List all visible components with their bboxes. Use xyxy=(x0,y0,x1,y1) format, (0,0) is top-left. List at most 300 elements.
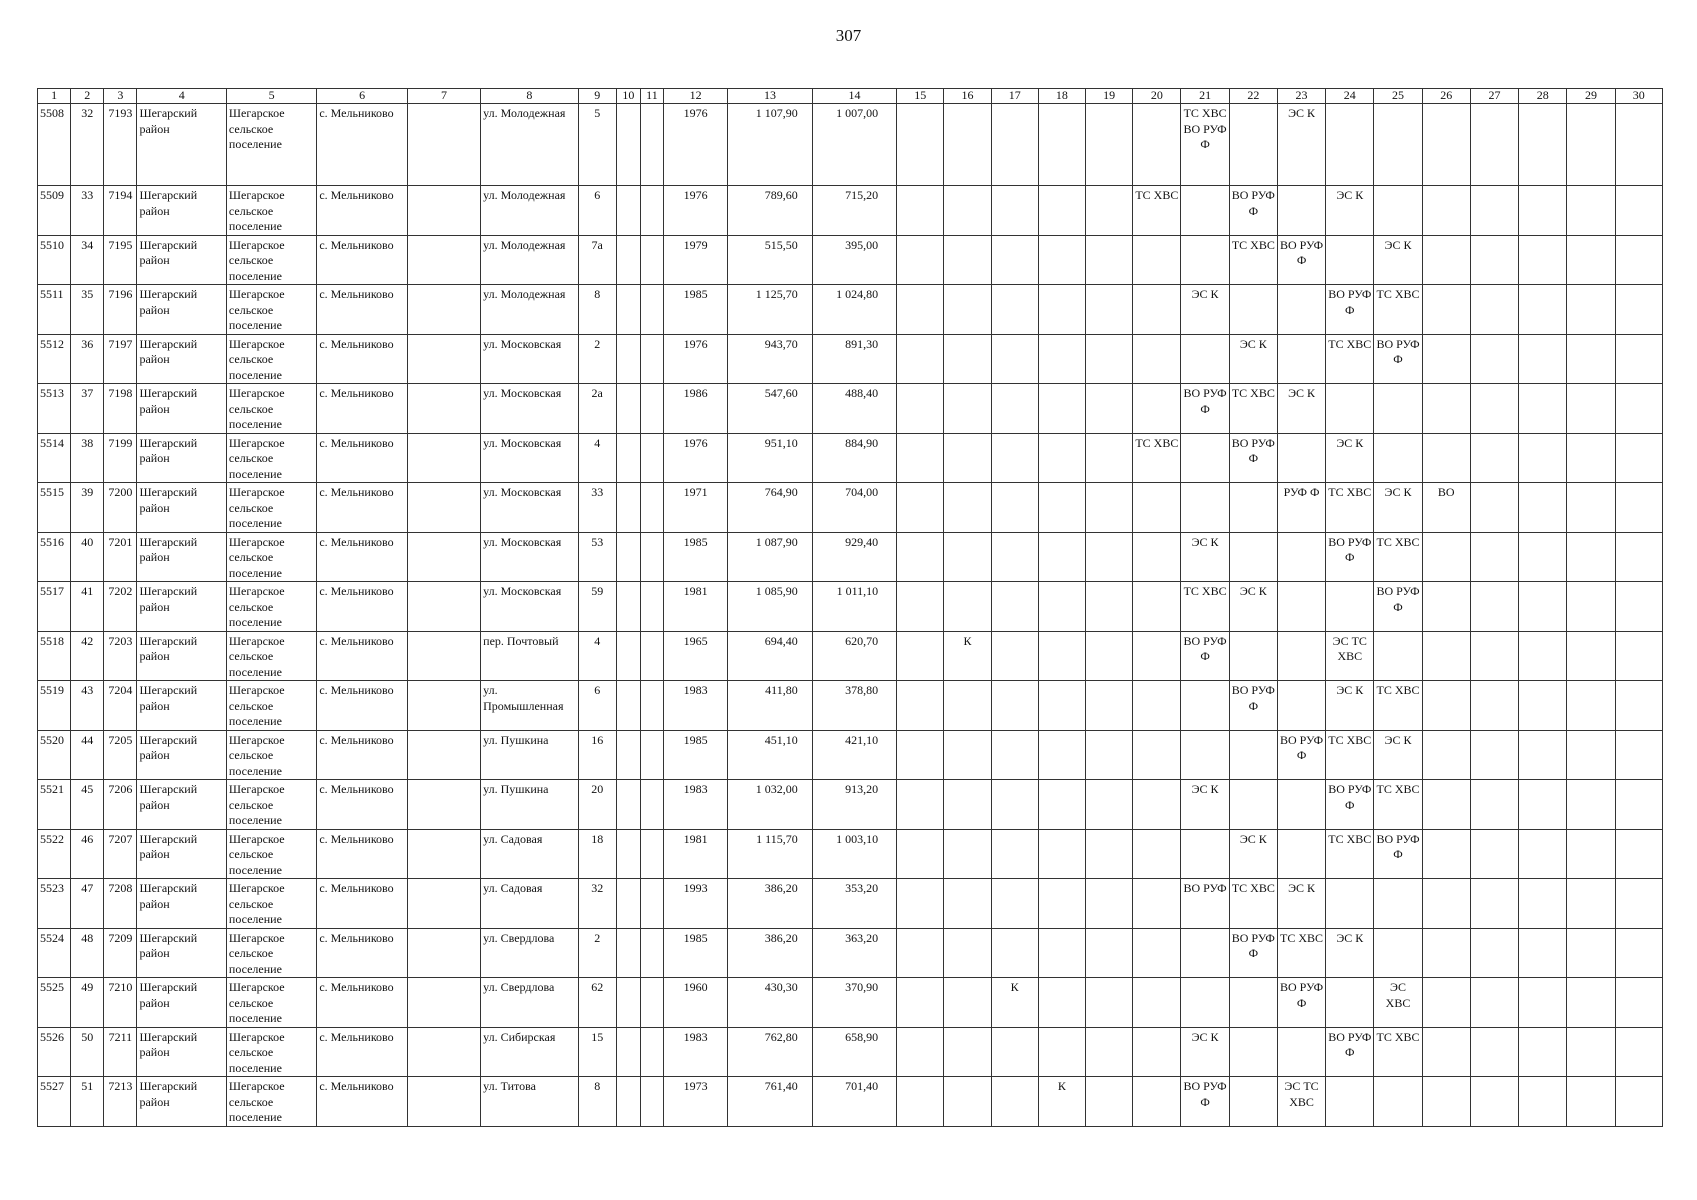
table-cell xyxy=(1038,780,1085,830)
table-cell xyxy=(407,829,480,879)
table-cell: 8 xyxy=(578,285,616,335)
table-cell xyxy=(1470,681,1518,731)
table-cell xyxy=(897,879,944,929)
table-cell: 5523 xyxy=(38,879,71,929)
table-cell xyxy=(1277,829,1325,879)
table-cell: с. Мельниково xyxy=(317,928,407,978)
table-cell: 36 xyxy=(71,334,104,384)
table-cell: ул. Молодежная xyxy=(481,186,578,236)
table-cell xyxy=(1470,730,1518,780)
table-cell: 913,20 xyxy=(812,780,896,830)
table-cell xyxy=(1470,879,1518,929)
table-cell xyxy=(1086,928,1133,978)
table-cell: 1985 xyxy=(664,285,728,335)
table-cell: 5510 xyxy=(38,235,71,285)
table-cell xyxy=(1133,879,1181,929)
table-row xyxy=(38,780,1663,830)
table-cell xyxy=(1277,631,1325,681)
table-cell: ЭС К xyxy=(1277,384,1325,434)
table-cell: 62 xyxy=(578,978,616,1028)
table-cell: ул. Московская xyxy=(481,483,578,533)
table-cell: Шегарское сельское поселение xyxy=(226,681,316,731)
table-cell: 49 xyxy=(71,978,104,1028)
table-cell: Шегарское сельское поселение xyxy=(226,532,316,582)
table-cell: ТС ХВС xyxy=(1181,582,1229,632)
table-cell xyxy=(1038,978,1085,1028)
table-cell: 1 024,80 xyxy=(812,285,896,335)
table-cell xyxy=(991,928,1038,978)
table-cell: ул. Московская xyxy=(481,334,578,384)
table-cell: Шегарский район xyxy=(137,1077,226,1127)
table-cell xyxy=(616,334,640,384)
table-cell xyxy=(1326,235,1374,285)
table-cell: 50 xyxy=(71,1027,104,1077)
table-cell: 1979 xyxy=(664,235,728,285)
table-cell: 7197 xyxy=(104,334,137,384)
table-cell xyxy=(1519,879,1567,929)
table-cell xyxy=(616,433,640,483)
table-cell xyxy=(1567,879,1615,929)
table-cell: ЭС К xyxy=(1374,730,1422,780)
table-cell xyxy=(407,104,480,186)
table-cell xyxy=(1615,928,1662,978)
table-cell xyxy=(1470,1027,1518,1077)
table-cell: 715,20 xyxy=(812,186,896,236)
table-cell: ул. Молодежная xyxy=(481,285,578,335)
table-cell: 7195 xyxy=(104,235,137,285)
column-header: 4 xyxy=(137,89,226,104)
table-cell xyxy=(1567,631,1615,681)
table-cell: 515,50 xyxy=(728,235,812,285)
table-cell xyxy=(1422,186,1470,236)
table-cell xyxy=(640,334,663,384)
table-cell xyxy=(897,334,944,384)
table-cell xyxy=(1038,104,1085,186)
table-cell: 5516 xyxy=(38,532,71,582)
table-cell: ЭС К xyxy=(1326,433,1374,483)
table-cell: 7201 xyxy=(104,532,137,582)
table-cell xyxy=(1229,978,1277,1028)
table-cell: ЭС К xyxy=(1181,532,1229,582)
table-cell: ЭС К xyxy=(1181,285,1229,335)
table-cell xyxy=(1133,1027,1181,1077)
table-cell xyxy=(1086,235,1133,285)
column-header: 15 xyxy=(897,89,944,104)
column-header: 12 xyxy=(664,89,728,104)
table-cell: Шегарское сельское поселение xyxy=(226,384,316,434)
table-cell: ВО РУФ Ф xyxy=(1326,780,1374,830)
table-cell: 7206 xyxy=(104,780,137,830)
table-cell: 762,80 xyxy=(728,1027,812,1077)
table-cell xyxy=(616,285,640,335)
table-cell: ул. Свердлова xyxy=(481,978,578,1028)
table-cell: 1971 xyxy=(664,483,728,533)
table-cell: ул. Московская xyxy=(481,433,578,483)
table-cell: Шегарское сельское поселение xyxy=(226,730,316,780)
table-cell: ВО РУФ Ф xyxy=(1229,186,1277,236)
table-row xyxy=(38,1077,1663,1127)
table-cell xyxy=(897,186,944,236)
table-cell xyxy=(1422,433,1470,483)
table-cell: 5509 xyxy=(38,186,71,236)
table-cell: 1985 xyxy=(664,532,728,582)
table-cell: с. Мельниково xyxy=(317,104,407,186)
table-cell: Шегарское сельское поселение xyxy=(226,186,316,236)
table-cell: ул. Московская xyxy=(481,532,578,582)
table-cell xyxy=(1133,730,1181,780)
table-cell xyxy=(944,879,991,929)
table-cell: ЭС ХВС xyxy=(1374,978,1422,1028)
table-cell: ТС ХВС xyxy=(1326,334,1374,384)
table-cell xyxy=(1133,631,1181,681)
table-cell xyxy=(616,780,640,830)
table-cell xyxy=(1277,681,1325,731)
table-cell xyxy=(1519,334,1567,384)
table-cell: ул. Молодежная xyxy=(481,104,578,186)
table-cell xyxy=(1567,730,1615,780)
table-cell xyxy=(897,681,944,731)
table-cell: Шегарский район xyxy=(137,483,226,533)
table-cell: ВО РУФ Ф xyxy=(1181,384,1229,434)
column-header: 18 xyxy=(1038,89,1085,104)
table-cell xyxy=(407,186,480,236)
table-cell xyxy=(1470,978,1518,1028)
table-cell: ЭС К xyxy=(1229,582,1277,632)
table-cell: ул. Сибирская xyxy=(481,1027,578,1077)
table-cell xyxy=(991,532,1038,582)
table-body xyxy=(38,104,1663,1127)
table-cell xyxy=(1038,829,1085,879)
column-header: 14 xyxy=(812,89,896,104)
table-cell: ТС ХВС xyxy=(1374,1027,1422,1077)
table-cell xyxy=(616,631,640,681)
table-cell: 47 xyxy=(71,879,104,929)
table-cell xyxy=(407,681,480,731)
table-cell: ВО РУФ Ф xyxy=(1277,978,1325,1028)
table-cell xyxy=(616,879,640,929)
table-cell: Шегарское сельское поселение xyxy=(226,582,316,632)
table-cell: 5525 xyxy=(38,978,71,1028)
table-cell xyxy=(1374,104,1422,186)
table-cell xyxy=(897,730,944,780)
table-cell: 53 xyxy=(578,532,616,582)
table-cell: 18 xyxy=(578,829,616,879)
table-cell: 46 xyxy=(71,829,104,879)
table-cell xyxy=(1038,384,1085,434)
table-cell xyxy=(1086,631,1133,681)
table-cell xyxy=(1615,1077,1662,1127)
table-cell: ул. Промышленная xyxy=(481,681,578,731)
table-cell: ЭС К xyxy=(1326,928,1374,978)
table-cell: Шегарский район xyxy=(137,532,226,582)
table-cell xyxy=(1374,928,1422,978)
table-cell xyxy=(991,829,1038,879)
table-cell xyxy=(1038,532,1085,582)
table-cell xyxy=(897,433,944,483)
table-cell xyxy=(991,631,1038,681)
table-cell: 2 xyxy=(578,334,616,384)
table-cell: с. Мельниково xyxy=(317,631,407,681)
table-cell: Шегарское сельское поселение xyxy=(226,1027,316,1077)
table-cell xyxy=(991,285,1038,335)
table-cell xyxy=(1615,235,1662,285)
table-cell: ТС ХВС xyxy=(1374,681,1422,731)
table-cell: 1 032,00 xyxy=(728,780,812,830)
table-cell: 33 xyxy=(71,186,104,236)
table-cell xyxy=(1038,928,1085,978)
table-cell: ЭС К xyxy=(1277,104,1325,186)
table-cell: 32 xyxy=(578,879,616,929)
table-cell xyxy=(1519,681,1567,731)
table-cell xyxy=(944,186,991,236)
table-cell: 43 xyxy=(71,681,104,731)
table-cell: 5521 xyxy=(38,780,71,830)
table-cell xyxy=(1229,730,1277,780)
table-cell xyxy=(640,483,663,533)
table-cell: ТС ХВС ВО РУФ Ф xyxy=(1181,104,1229,186)
table-cell xyxy=(1470,285,1518,335)
table-cell: Шегарское сельское поселение xyxy=(226,829,316,879)
table-cell: 704,00 xyxy=(812,483,896,533)
table-cell xyxy=(1519,928,1567,978)
table-cell xyxy=(1133,582,1181,632)
table-cell xyxy=(1277,334,1325,384)
table-cell xyxy=(1086,433,1133,483)
table-cell xyxy=(897,285,944,335)
table-cell xyxy=(407,1027,480,1077)
table-cell xyxy=(1615,582,1662,632)
table-cell xyxy=(1374,631,1422,681)
table-cell xyxy=(1519,829,1567,879)
column-header: 25 xyxy=(1374,89,1422,104)
table-cell: ТС ХВС xyxy=(1374,780,1422,830)
table-row xyxy=(38,186,1663,236)
table-cell xyxy=(1374,879,1422,929)
table-cell: 39 xyxy=(71,483,104,533)
table-cell: 1993 xyxy=(664,879,728,929)
table-cell xyxy=(616,384,640,434)
table-cell: 32 xyxy=(71,104,104,186)
column-header: 6 xyxy=(317,89,407,104)
table-cell: 4 xyxy=(578,631,616,681)
table-cell xyxy=(1519,483,1567,533)
table-cell: Шегарский район xyxy=(137,681,226,731)
table-cell xyxy=(991,1027,1038,1077)
table-cell xyxy=(1181,978,1229,1028)
table-cell xyxy=(1038,1027,1085,1077)
register-table xyxy=(37,88,1663,1127)
table-cell: ул. Садовая xyxy=(481,879,578,929)
table-cell: 395,00 xyxy=(812,235,896,285)
table-cell: 40 xyxy=(71,532,104,582)
table-cell: 1 125,70 xyxy=(728,285,812,335)
table-cell: 35 xyxy=(71,285,104,335)
table-cell xyxy=(1277,433,1325,483)
table-cell: 386,20 xyxy=(728,879,812,929)
table-cell xyxy=(944,384,991,434)
table-cell: Шегарское сельское поселение xyxy=(226,334,316,384)
table-cell xyxy=(1567,532,1615,582)
table-cell: ЭС ТС ХВС xyxy=(1277,1077,1325,1127)
table-cell: 5518 xyxy=(38,631,71,681)
column-header: 8 xyxy=(481,89,578,104)
column-header: 3 xyxy=(104,89,137,104)
table-cell xyxy=(407,978,480,1028)
table-cell: 1985 xyxy=(664,730,728,780)
table-cell: ВО РУФ Ф xyxy=(1326,532,1374,582)
table-cell xyxy=(640,235,663,285)
column-header: 27 xyxy=(1470,89,1518,104)
table-cell xyxy=(1133,285,1181,335)
table-cell: 1981 xyxy=(664,829,728,879)
table-cell: 1 085,90 xyxy=(728,582,812,632)
column-header: 7 xyxy=(407,89,480,104)
table-cell: 7211 xyxy=(104,1027,137,1077)
table-cell: с. Мельниково xyxy=(317,285,407,335)
column-header: 2 xyxy=(71,89,104,104)
table-cell: Шегарское сельское поселение xyxy=(226,104,316,186)
table-cell xyxy=(1086,1077,1133,1127)
table-cell: ЭС ТС ХВС xyxy=(1326,631,1374,681)
table-cell xyxy=(1086,1027,1133,1077)
table-cell xyxy=(1086,104,1133,186)
table-cell: ТС ХВС xyxy=(1326,730,1374,780)
table-cell: с. Мельниково xyxy=(317,730,407,780)
table-cell: 1986 xyxy=(664,384,728,434)
table-cell xyxy=(1567,978,1615,1028)
table-cell xyxy=(944,285,991,335)
table-cell: 5524 xyxy=(38,928,71,978)
table-cell xyxy=(1519,1077,1567,1127)
table-cell: 15 xyxy=(578,1027,616,1077)
table-cell xyxy=(1326,978,1374,1028)
table-cell: 7207 xyxy=(104,829,137,879)
table-cell xyxy=(407,285,480,335)
table-cell xyxy=(1038,235,1085,285)
table-cell xyxy=(1277,582,1325,632)
table-cell: 547,60 xyxy=(728,384,812,434)
table-cell: 20 xyxy=(578,780,616,830)
table-cell xyxy=(1038,631,1085,681)
table-cell xyxy=(640,928,663,978)
table-cell xyxy=(1326,104,1374,186)
table-cell xyxy=(1422,285,1470,335)
table-cell: 1976 xyxy=(664,334,728,384)
table-cell xyxy=(1422,532,1470,582)
column-header: 24 xyxy=(1326,89,1374,104)
table-cell: ЭС К xyxy=(1326,186,1374,236)
table-cell xyxy=(1133,235,1181,285)
table-row xyxy=(38,433,1663,483)
table-cell xyxy=(1086,829,1133,879)
table-cell: 363,20 xyxy=(812,928,896,978)
table-cell: 5520 xyxy=(38,730,71,780)
table-cell: ВО РУФ Ф xyxy=(1181,631,1229,681)
table-cell: 761,40 xyxy=(728,1077,812,1127)
table-cell: Шегарский район xyxy=(137,104,226,186)
table-cell: с. Мельниково xyxy=(317,1027,407,1077)
table-cell xyxy=(1615,978,1662,1028)
table-cell: Шегарский район xyxy=(137,631,226,681)
table-cell xyxy=(1086,186,1133,236)
table-cell: ВО РУФ Ф xyxy=(1181,1077,1229,1127)
table-cell xyxy=(1567,235,1615,285)
table-cell: 929,40 xyxy=(812,532,896,582)
table-cell: ВО РУФ Ф xyxy=(1374,582,1422,632)
table-cell xyxy=(1133,978,1181,1028)
table-cell xyxy=(1470,384,1518,434)
table-cell xyxy=(1229,104,1277,186)
table-cell xyxy=(1086,978,1133,1028)
table-cell: 7196 xyxy=(104,285,137,335)
table-cell: ТС ХВС xyxy=(1229,879,1277,929)
table-cell: 5519 xyxy=(38,681,71,731)
column-header: 13 xyxy=(728,89,812,104)
table-cell xyxy=(640,384,663,434)
table-cell xyxy=(616,1077,640,1127)
table-cell: 5515 xyxy=(38,483,71,533)
table-cell xyxy=(991,681,1038,731)
table-row xyxy=(38,928,1663,978)
table-cell xyxy=(407,879,480,929)
table-cell xyxy=(1374,384,1422,434)
table-cell xyxy=(640,681,663,731)
table-cell: 620,70 xyxy=(812,631,896,681)
table-cell: 1985 xyxy=(664,928,728,978)
table-cell xyxy=(616,1027,640,1077)
table-cell xyxy=(1038,334,1085,384)
table-cell xyxy=(944,532,991,582)
table-cell: 1 107,90 xyxy=(728,104,812,186)
table-cell xyxy=(1567,285,1615,335)
table-cell xyxy=(1615,532,1662,582)
table-cell xyxy=(616,532,640,582)
table-cell: 451,10 xyxy=(728,730,812,780)
page-number: 307 xyxy=(835,26,862,45)
table-cell: ул. Садовая xyxy=(481,829,578,879)
table-cell: Шегарское сельское поселение xyxy=(226,483,316,533)
table-cell: 1973 xyxy=(664,1077,728,1127)
table-cell: 1976 xyxy=(664,433,728,483)
table-cell: Шегарский район xyxy=(137,334,226,384)
table-cell: 891,30 xyxy=(812,334,896,384)
table-cell xyxy=(944,730,991,780)
table-cell xyxy=(1086,285,1133,335)
table-cell: Шегарское сельское поселение xyxy=(226,780,316,830)
table-cell xyxy=(1086,483,1133,533)
table-cell xyxy=(1086,334,1133,384)
table-cell xyxy=(1181,186,1229,236)
table-cell xyxy=(1567,928,1615,978)
table-cell xyxy=(1181,681,1229,731)
table-cell: 658,90 xyxy=(812,1027,896,1077)
column-header: 9 xyxy=(578,89,616,104)
table-cell xyxy=(1615,483,1662,533)
column-header: 21 xyxy=(1181,89,1229,104)
table-cell: 59 xyxy=(578,582,616,632)
table-cell: 1976 xyxy=(664,104,728,186)
table-cell xyxy=(1133,1077,1181,1127)
table-cell xyxy=(1133,483,1181,533)
table-cell: с. Мельниково xyxy=(317,780,407,830)
table-cell xyxy=(1470,235,1518,285)
table-cell xyxy=(407,780,480,830)
table-cell xyxy=(944,582,991,632)
table-row xyxy=(38,285,1663,335)
table-cell xyxy=(1229,1077,1277,1127)
table-cell: 488,40 xyxy=(812,384,896,434)
table-cell: с. Мельниково xyxy=(317,681,407,731)
